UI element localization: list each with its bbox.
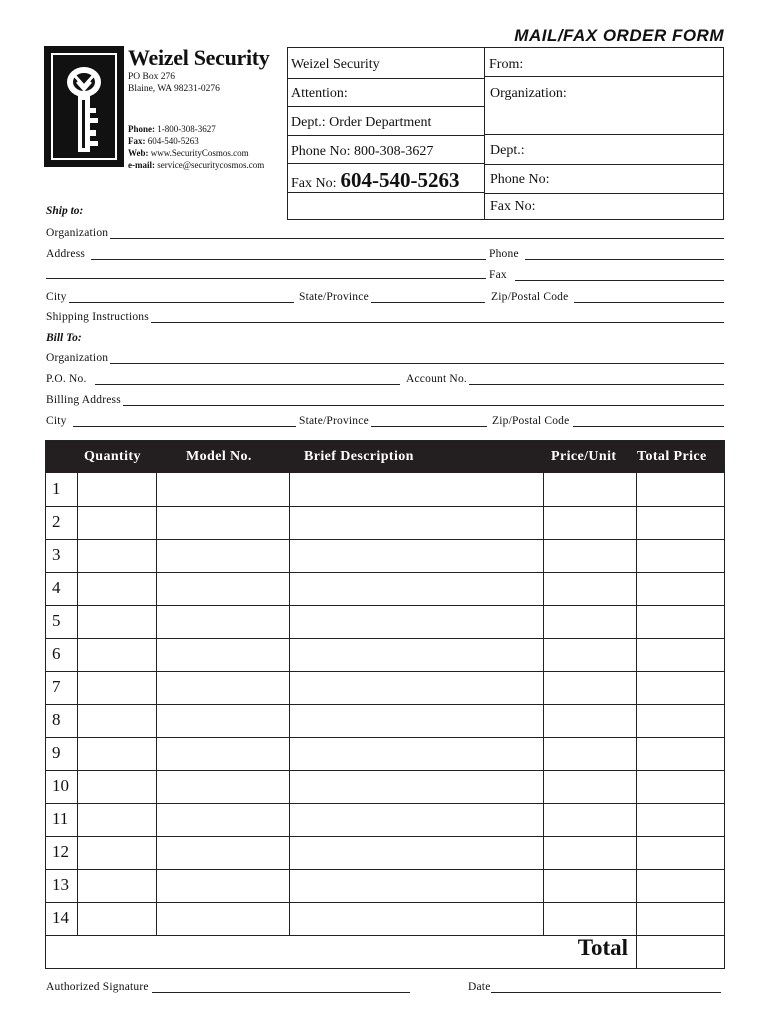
table-row[interactable] xyxy=(46,473,724,506)
order-table xyxy=(45,440,725,969)
row-number: 1 xyxy=(52,479,61,498)
form-title: MAIL/FAX ORDER FORM xyxy=(514,26,724,45)
company-po-box: PO Box 276 xyxy=(128,72,175,82)
table-row[interactable] xyxy=(46,605,724,638)
authorized-signature-field[interactable]: Authorized Signature xyxy=(46,981,410,993)
row-number: 3 xyxy=(52,545,61,564)
column-divider xyxy=(77,473,78,935)
ship-state-field[interactable]: State/Province xyxy=(299,291,485,303)
col-model-no: Model No. xyxy=(186,449,252,464)
company-email: e-mail: service@securitycosmos.com xyxy=(128,160,265,170)
to-attention[interactable]: Attention: xyxy=(291,86,348,101)
col-total-price: Total Price xyxy=(637,449,707,464)
company-phone: Phone: 1-800-308-3627 xyxy=(128,124,216,134)
total-divider xyxy=(636,935,637,968)
from-dept-field[interactable]: Dept.: xyxy=(490,143,525,158)
row-number: 12 xyxy=(52,842,69,861)
total-label: Total xyxy=(577,935,628,960)
company-fax: Fax: 604-540-5263 xyxy=(128,136,199,146)
account-number-field[interactable]: Account No. xyxy=(406,373,724,385)
bill-state-field[interactable]: State/Province xyxy=(299,415,487,427)
table-row[interactable] xyxy=(46,869,724,902)
key-logo-icon xyxy=(44,46,124,167)
ship-to-label: Ship to: xyxy=(46,205,84,217)
ship-address-line2-field[interactable] xyxy=(46,269,486,279)
bill-city-field[interactable]: City xyxy=(46,415,296,427)
row-number: 5 xyxy=(52,611,61,630)
row-number: 11 xyxy=(52,809,69,828)
row-number: 13 xyxy=(52,875,69,894)
column-divider xyxy=(156,473,157,935)
company-city: Blaine, WA 98231-0276 xyxy=(128,84,220,94)
table-row[interactable] xyxy=(46,638,724,671)
table-row[interactable] xyxy=(46,803,724,836)
date-field[interactable]: Date xyxy=(468,981,721,993)
row-number: 6 xyxy=(52,644,61,663)
row-number: 4 xyxy=(52,578,61,597)
bill-to-label: Bill To: xyxy=(46,332,82,344)
column-divider xyxy=(543,473,544,935)
table-row[interactable] xyxy=(46,836,724,869)
to-phone: Phone No: 800-308-3627 xyxy=(291,144,434,159)
bill-organization-field[interactable]: Organization xyxy=(46,352,724,364)
row-number: 9 xyxy=(52,743,61,762)
row-number: 2 xyxy=(52,512,61,531)
to-fax: Fax No: 604-540-5263 xyxy=(291,168,460,192)
ship-zip-field[interactable]: Zip/Postal Code xyxy=(491,291,724,303)
row-number: 14 xyxy=(52,908,69,927)
col-quantity: Quantity xyxy=(84,449,141,464)
table-row[interactable] xyxy=(46,572,724,605)
table-row[interactable] xyxy=(46,737,724,770)
table-row[interactable] xyxy=(46,539,724,572)
from-fax-field[interactable]: Fax No: xyxy=(490,199,536,214)
shipping-instructions-field[interactable]: Shipping Instructions xyxy=(46,311,724,323)
ship-phone-field[interactable]: Phone xyxy=(489,248,724,260)
company-name: Weizel Security xyxy=(128,45,270,70)
table-row[interactable] xyxy=(46,506,724,539)
table-row[interactable] xyxy=(46,902,724,935)
col-description: Brief Description xyxy=(304,449,414,464)
from-organization-field[interactable]: Organization: xyxy=(490,86,567,101)
col-price-unit: Price/Unit xyxy=(551,449,617,464)
column-divider xyxy=(636,473,637,935)
ship-city-field[interactable]: City xyxy=(46,291,294,303)
billing-address-field[interactable]: Billing Address xyxy=(46,394,724,406)
ship-organization-field[interactable]: Organization xyxy=(46,227,724,239)
from-field[interactable]: From: xyxy=(489,57,524,72)
ship-fax-field[interactable]: Fax xyxy=(489,269,724,281)
company-web: Web: www.SecurityCosmos.com xyxy=(128,148,249,158)
from-phone-field[interactable]: Phone No: xyxy=(490,172,550,187)
to-dept: Dept.: Order Department xyxy=(291,115,432,130)
table-row[interactable] xyxy=(46,704,724,737)
ship-address-field[interactable]: Address xyxy=(46,248,486,260)
row-number: 8 xyxy=(52,710,61,729)
column-divider xyxy=(289,473,290,935)
table-row[interactable] xyxy=(46,671,724,704)
bill-zip-field[interactable]: Zip/Postal Code xyxy=(492,415,724,427)
po-number-field[interactable]: P.O. No. xyxy=(46,373,400,385)
table-row[interactable] xyxy=(46,770,724,803)
row-number: 10 xyxy=(52,776,69,795)
to-company: Weizel Security xyxy=(291,57,380,72)
row-number: 7 xyxy=(52,677,61,696)
